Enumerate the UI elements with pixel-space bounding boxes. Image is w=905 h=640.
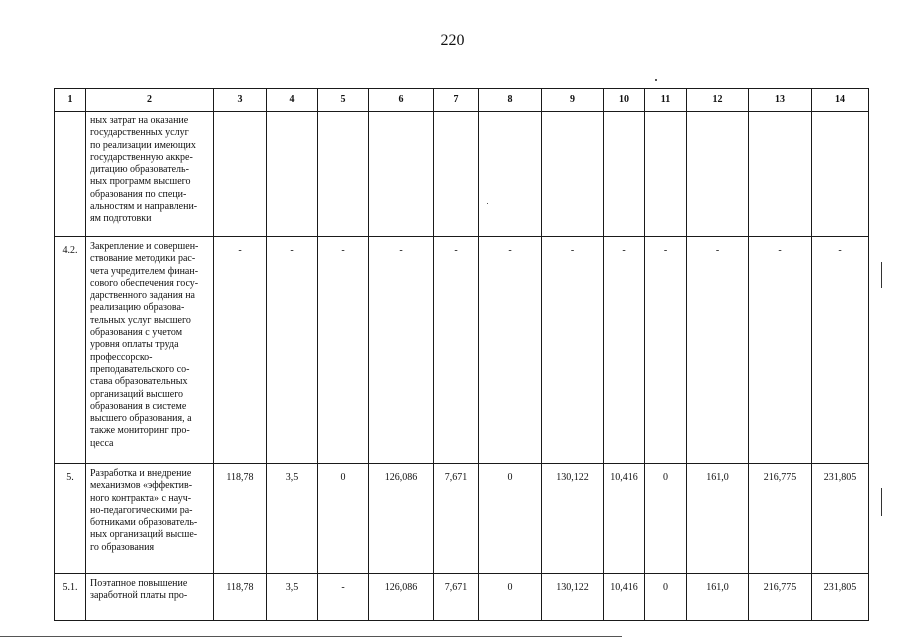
table-row	[55, 464, 869, 574]
table-cell	[318, 112, 369, 237]
table-cell: -	[318, 237, 369, 464]
table-cell: 3,5	[267, 464, 318, 574]
data-table	[54, 88, 869, 621]
table-cell: 126,086	[369, 464, 434, 574]
table-cell: 231,805	[812, 464, 869, 574]
scan-edge-mark	[881, 488, 882, 516]
table-cell: -	[318, 574, 369, 621]
column-header: 2	[86, 89, 214, 112]
footer-rule	[0, 636, 622, 637]
column-header: 14	[812, 89, 869, 112]
table-cell	[687, 112, 749, 237]
row-description: Разработка и внедрение механизмов «эффектив- ного контракта» с науч- но-педагогическими ра- ботниками образователь- ных организаций высше- го образования	[86, 464, 214, 574]
table-cell: 0	[645, 574, 687, 621]
table-cell: -	[812, 237, 869, 464]
table-cell	[812, 112, 869, 237]
table-cell: -	[604, 237, 645, 464]
row-number: 5.	[55, 464, 86, 574]
column-header: 9	[542, 89, 604, 112]
table-cell: 130,122	[542, 464, 604, 574]
table-cell: 0	[479, 574, 542, 621]
table-cell: 0	[479, 464, 542, 574]
table-cell: 130,122	[542, 574, 604, 621]
column-header: 12	[687, 89, 749, 112]
column-header: 13	[749, 89, 812, 112]
table-cell	[267, 112, 318, 237]
table-cell: 161,0	[687, 464, 749, 574]
row-description: ных затрат на оказание государственных услуг по реализации имеющих государственную аккре- дитацию образователь- ных программ высшего образования по специ- альностям и направлени- ям подготовки	[86, 112, 214, 237]
column-header: 10	[604, 89, 645, 112]
table-cell: 10,416	[604, 464, 645, 574]
table-cell	[479, 112, 542, 237]
table-cell	[542, 112, 604, 237]
table-cell: 7,671	[434, 574, 479, 621]
column-header: 3	[214, 89, 267, 112]
table-cell: -	[749, 237, 812, 464]
table-header-row	[55, 89, 869, 112]
scan-speck	[487, 203, 488, 204]
scan-speck	[655, 79, 657, 81]
column-header: 1	[55, 89, 86, 112]
row-description: Закрепление и совершен- ствование методики рас- чета учредителем финан- сового обеспечения госу- дарственного задания на реализацию образова- тельных услуг высшего образования с учетом уровня оплаты труда профессорско- преподавательского со- става образовательных организаций высшего образования в системе высшего образования, а также мониторинг про- цесса	[86, 237, 214, 464]
table-cell: 3,5	[267, 574, 318, 621]
table-cell: -	[369, 237, 434, 464]
table-cell: 0	[645, 464, 687, 574]
table-cell: 216,775	[749, 464, 812, 574]
table-cell	[604, 112, 645, 237]
row-number: 5.1.	[55, 574, 86, 621]
table-cell	[369, 112, 434, 237]
table-cell: 231,805	[812, 574, 869, 621]
table-cell: -	[214, 237, 267, 464]
table-cell: -	[645, 237, 687, 464]
table-cell: -	[479, 237, 542, 464]
table-cell	[434, 112, 479, 237]
column-header: 5	[318, 89, 369, 112]
column-header: 7	[434, 89, 479, 112]
table-cell	[749, 112, 812, 237]
table-cell: 7,671	[434, 464, 479, 574]
row-number: 4.2.	[55, 237, 86, 464]
table-cell: 126,086	[369, 574, 434, 621]
table-cell: 216,775	[749, 574, 812, 621]
column-header: 4	[267, 89, 318, 112]
column-header: 6	[369, 89, 434, 112]
table-cell	[214, 112, 267, 237]
page-number: 220	[440, 32, 465, 49]
table-cell: 0	[318, 464, 369, 574]
column-header: 11	[645, 89, 687, 112]
table-cell: 10,416	[604, 574, 645, 621]
column-header: 8	[479, 89, 542, 112]
table-cell: -	[434, 237, 479, 464]
table-cell: 161,0	[687, 574, 749, 621]
table-cell: 118,78	[214, 464, 267, 574]
scan-edge-mark	[881, 262, 882, 288]
table-cell: -	[267, 237, 318, 464]
table-row	[55, 237, 869, 464]
table-cell: -	[687, 237, 749, 464]
row-number	[55, 112, 86, 237]
table-row	[55, 112, 869, 237]
table-cell: 118,78	[214, 574, 267, 621]
row-description: Поэтапное повышение заработной платы про-	[86, 574, 214, 621]
table-cell	[645, 112, 687, 237]
table-cell: -	[542, 237, 604, 464]
table-row	[55, 574, 869, 621]
